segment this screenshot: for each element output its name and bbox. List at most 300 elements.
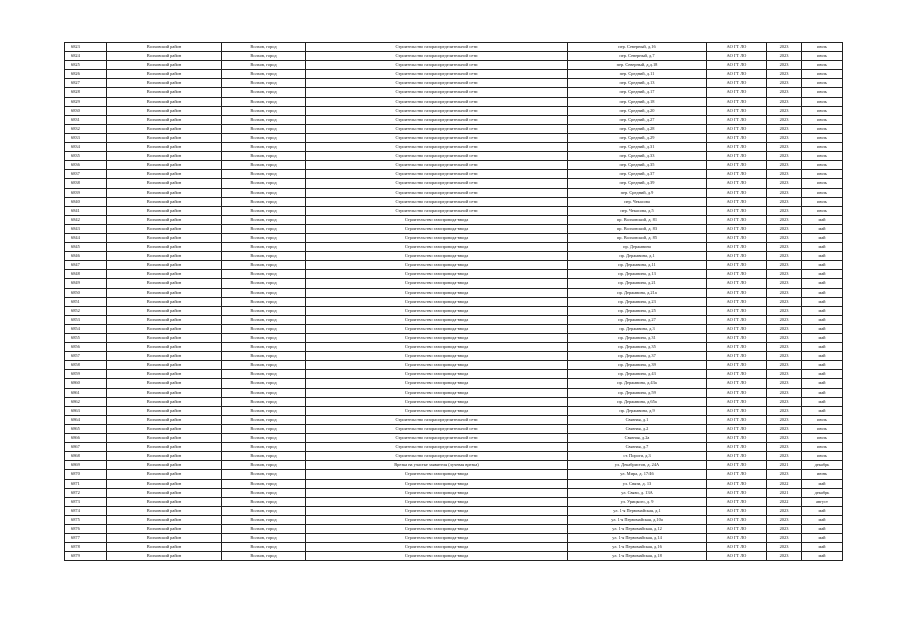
cell-work-type: Строительство газопровода-ввода <box>306 243 568 252</box>
cell-year: 2022 <box>767 479 802 488</box>
cell-work-type: Строительство газопровода-ввода <box>306 352 568 361</box>
cell-year: 2023 <box>767 70 802 79</box>
cell-address: пр. Державина, д.43 <box>568 370 707 379</box>
cell-row-number: 6878 <box>65 543 107 552</box>
cell-settlement: Волхов, город <box>222 270 306 279</box>
table-row <box>65 306 843 315</box>
cell-address: ул. Связи, д. 13А <box>568 488 707 497</box>
cell-year: 2023 <box>767 52 802 61</box>
cell-district: Волховский район <box>107 97 222 106</box>
table-row <box>65 161 843 170</box>
table-row <box>65 524 843 533</box>
cell-month: июль <box>802 97 843 106</box>
cell-district: Волховский район <box>107 388 222 397</box>
cell-organization: АО ГТ ЛО <box>707 452 767 461</box>
cell-district: Волховский район <box>107 188 222 197</box>
cell-district: Волховский район <box>107 515 222 524</box>
table-row <box>65 361 843 370</box>
cell-row-number: 6853 <box>65 315 107 324</box>
cell-address: пер. Средний, д.35 <box>568 161 707 170</box>
cell-month: май <box>802 379 843 388</box>
cell-year: 2023 <box>767 334 802 343</box>
cell-year: 2023 <box>767 224 802 233</box>
cell-organization: АО ГТ ЛО <box>707 352 767 361</box>
cell-year: 2023 <box>767 170 802 179</box>
cell-work-type: Строительство газораспределительной сети <box>306 88 568 97</box>
cell-work-type: Строительство газораспределительной сети <box>306 452 568 461</box>
cell-organization: АО ГТ ЛО <box>707 215 767 224</box>
table-row <box>65 415 843 424</box>
cell-address: пр. Державина, д.43а <box>568 379 707 388</box>
cell-organization: АО ГТ ЛО <box>707 379 767 388</box>
cell-settlement: Волхов, город <box>222 334 306 343</box>
cell-month: июль <box>802 133 843 142</box>
cell-year: 2023 <box>767 133 802 142</box>
cell-row-number: 6846 <box>65 252 107 261</box>
cell-address: пер. Чекасова <box>568 197 707 206</box>
cell-row-number: 6845 <box>65 243 107 252</box>
cell-month: июль <box>802 152 843 161</box>
cell-year: 2023 <box>767 352 802 361</box>
cell-district: Волховский район <box>107 306 222 315</box>
table-row <box>65 434 843 443</box>
cell-settlement: Волхов, город <box>222 379 306 388</box>
cell-year: 2023 <box>767 343 802 352</box>
cell-work-type: Строительство газопровода-ввода <box>306 506 568 515</box>
cell-district: Волховский район <box>107 361 222 370</box>
cell-address: пр. Державина, д.35 <box>568 343 707 352</box>
cell-year: 2023 <box>767 243 802 252</box>
cell-row-number: 6838 <box>65 179 107 188</box>
table-row <box>65 324 843 333</box>
cell-month: май <box>802 252 843 261</box>
cell-month: май <box>802 388 843 397</box>
cell-row-number: 6873 <box>65 497 107 506</box>
cell-work-type: Строительство газораспределительной сети <box>306 197 568 206</box>
cell-address: пер. Средний, д.20 <box>568 106 707 115</box>
cell-settlement: Волхов, город <box>222 461 306 470</box>
cell-row-number: 6850 <box>65 288 107 297</box>
cell-address: пр. Державина, д.13 <box>568 270 707 279</box>
cell-month: май <box>802 506 843 515</box>
cell-month: май <box>802 297 843 306</box>
table-row <box>65 215 843 224</box>
cell-settlement: Волхов, город <box>222 361 306 370</box>
cell-settlement: Волхов, город <box>222 170 306 179</box>
cell-work-type: Строительство газопровода-ввода <box>306 361 568 370</box>
cell-address: пер. Средний, д.17 <box>568 88 707 97</box>
cell-address: ул. Связи, д. 13 <box>568 479 707 488</box>
cell-work-type: Строительство газораспределительной сети <box>306 424 568 433</box>
cell-work-type: Строительство газопровода-ввода <box>306 524 568 533</box>
cell-organization: АО ГТ ЛО <box>707 434 767 443</box>
cell-settlement: Волхов, город <box>222 288 306 297</box>
table-row <box>65 470 843 479</box>
table-row <box>65 543 843 552</box>
cell-address: ул. 1-я Первомайская, д.1 <box>568 506 707 515</box>
cell-address: пр. Державина, д.1 <box>568 252 707 261</box>
cell-district: Волховский район <box>107 243 222 252</box>
cell-district: Волховский район <box>107 270 222 279</box>
cell-settlement: Волхов, город <box>222 479 306 488</box>
cell-row-number: 6876 <box>65 524 107 533</box>
cell-row-number: 6858 <box>65 361 107 370</box>
table-row <box>65 343 843 352</box>
cell-row-number: 6863 <box>65 406 107 415</box>
cell-year: 2023 <box>767 288 802 297</box>
table-row <box>65 243 843 252</box>
cell-district: Волховский район <box>107 488 222 497</box>
cell-district: Волховский район <box>107 397 222 406</box>
cell-district: Волховский район <box>107 424 222 433</box>
cell-work-type: Строительство газопровода-ввода <box>306 515 568 524</box>
cell-address: пер. Средний, д.13 <box>568 79 707 88</box>
cell-address: пер. Средний, д.37 <box>568 170 707 179</box>
cell-address: пр. Державина, д.23 <box>568 297 707 306</box>
table-row <box>65 288 843 297</box>
cell-district: Волховский район <box>107 461 222 470</box>
cell-address: пр. Державина, д.21а <box>568 288 707 297</box>
cell-district: Волховский район <box>107 124 222 133</box>
cell-year: 2023 <box>767 397 802 406</box>
cell-year: 2023 <box>767 61 802 70</box>
cell-work-type: Строительство газопровода-ввода <box>306 279 568 288</box>
cell-year: 2023 <box>767 543 802 552</box>
cell-work-type: Строительство газопровода-ввода <box>306 233 568 242</box>
cell-work-type: Строительство газопровода-ввода <box>306 252 568 261</box>
cell-year: 2023 <box>767 452 802 461</box>
cell-address: пр. Державина, д.21 <box>568 279 707 288</box>
cell-settlement: Волхов, город <box>222 179 306 188</box>
cell-row-number: 6856 <box>65 343 107 352</box>
cell-row-number: 6851 <box>65 297 107 306</box>
cell-row-number: 6837 <box>65 170 107 179</box>
cell-district: Волховский район <box>107 406 222 415</box>
table-row <box>65 124 843 133</box>
table-row <box>65 43 843 52</box>
table-row <box>65 270 843 279</box>
cell-year: 2023 <box>767 143 802 152</box>
cell-organization: АО ГТ ЛО <box>707 161 767 170</box>
cell-row-number: 6860 <box>65 379 107 388</box>
cell-row-number: 6874 <box>65 506 107 515</box>
cell-address: пр. Державина, д.31 <box>568 334 707 343</box>
cell-row-number: 6857 <box>65 352 107 361</box>
cell-month: май <box>802 479 843 488</box>
cell-district: Волховский район <box>107 370 222 379</box>
cell-month: май <box>802 224 843 233</box>
table-row <box>65 79 843 88</box>
cell-settlement: Волхов, город <box>222 161 306 170</box>
cell-work-type: Строительство газопровода-ввода <box>306 288 568 297</box>
cell-row-number: 6844 <box>65 233 107 242</box>
cell-address: ул. 1-я Первомайская, д.10а <box>568 515 707 524</box>
cell-settlement: Волхов, город <box>222 252 306 261</box>
cell-work-type: Строительство газопровода-ввода <box>306 534 568 543</box>
cell-settlement: Волхов, город <box>222 243 306 252</box>
table-row <box>65 97 843 106</box>
cell-district: Волховский район <box>107 443 222 452</box>
cell-settlement: Волхов, город <box>222 388 306 397</box>
cell-district: Волховский район <box>107 434 222 443</box>
cell-district: Волховский район <box>107 279 222 288</box>
cell-district: Волховский район <box>107 70 222 79</box>
cell-settlement: Волхов, город <box>222 297 306 306</box>
cell-row-number: 6828 <box>65 88 107 97</box>
cell-row-number: 6871 <box>65 479 107 488</box>
cell-row-number: 6825 <box>65 61 107 70</box>
cell-year: 2023 <box>767 79 802 88</box>
cell-address: пер. Чекасова, д.5 <box>568 206 707 215</box>
table-body <box>65 43 843 561</box>
cell-settlement: Волхов, город <box>222 70 306 79</box>
cell-month: декабрь <box>802 488 843 497</box>
cell-year: 2023 <box>767 415 802 424</box>
cell-work-type: Строительство газопровода-ввода <box>306 370 568 379</box>
cell-row-number: 6848 <box>65 270 107 279</box>
cell-work-type: Строительство газопровода-ввода <box>306 388 568 397</box>
cell-row-number: 6823 <box>65 43 107 52</box>
cell-organization: АО ГТ ЛО <box>707 415 767 424</box>
cell-settlement: Волхов, город <box>222 370 306 379</box>
cell-month: май <box>802 370 843 379</box>
cell-row-number: 6879 <box>65 552 107 561</box>
cell-year: 2023 <box>767 179 802 188</box>
table-row <box>65 534 843 543</box>
cell-settlement: Волхов, город <box>222 515 306 524</box>
cell-row-number: 6830 <box>65 106 107 115</box>
table-row <box>65 397 843 406</box>
cell-settlement: Волхов, город <box>222 124 306 133</box>
cell-work-type: Строительство газопровода-ввода <box>306 297 568 306</box>
cell-month: май <box>802 524 843 533</box>
cell-work-type: Строительство газопровода-ввода <box>306 543 568 552</box>
cell-month: июль <box>802 61 843 70</box>
cell-settlement: Волхов, город <box>222 315 306 324</box>
cell-work-type: Строительство газопровода-ввода <box>306 334 568 343</box>
cell-settlement: Волхов, город <box>222 233 306 242</box>
cell-settlement: Волхов, город <box>222 133 306 142</box>
cell-organization: АО ГТ ЛО <box>707 88 767 97</box>
cell-work-type: Строительство газопровода-ввода <box>306 488 568 497</box>
cell-organization: АО ГТ ЛО <box>707 534 767 543</box>
cell-work-type: Строительство газораспределительной сети <box>306 61 568 70</box>
cell-district: Волховский район <box>107 215 222 224</box>
cell-settlement: Волхов, город <box>222 224 306 233</box>
cell-organization: АО ГТ ЛО <box>707 306 767 315</box>
cell-month: июль <box>802 88 843 97</box>
cell-address: пер. Северный, д.7 <box>568 52 707 61</box>
cell-work-type: Строительство газораспределительной сети <box>306 115 568 124</box>
cell-district: Волховский район <box>107 61 222 70</box>
cell-address: пр. Державина, д.37 <box>568 352 707 361</box>
cell-year: 2023 <box>767 443 802 452</box>
cell-district: Волховский район <box>107 179 222 188</box>
table-row <box>65 233 843 242</box>
cell-work-type: Строительство газораспределительной сети <box>306 206 568 215</box>
cell-district: Волховский район <box>107 152 222 161</box>
cell-month: май <box>802 315 843 324</box>
cell-row-number: 6839 <box>65 188 107 197</box>
cell-month: июль <box>802 79 843 88</box>
cell-organization: АО ГТ ЛО <box>707 206 767 215</box>
cell-district: Волховский район <box>107 470 222 479</box>
cell-organization: АО ГТ ЛО <box>707 334 767 343</box>
cell-work-type: Строительство газопровода-ввода <box>306 406 568 415</box>
cell-address: пер. Средний, д.11 <box>568 70 707 79</box>
cell-organization: АО ГТ ЛО <box>707 461 767 470</box>
cell-district: Волховский район <box>107 115 222 124</box>
cell-row-number: 6833 <box>65 133 107 142</box>
cell-year: 2023 <box>767 279 802 288</box>
cell-address: пр. Державина, д.65а <box>568 397 707 406</box>
cell-organization: АО ГТ ЛО <box>707 488 767 497</box>
cell-district: Волховский район <box>107 161 222 170</box>
cell-year: 2021 <box>767 488 802 497</box>
cell-settlement: Волхов, город <box>222 534 306 543</box>
cell-work-type: Строительство газораспределительной сети <box>306 152 568 161</box>
cell-row-number: 6862 <box>65 397 107 406</box>
table-row <box>65 406 843 415</box>
cell-year: 2023 <box>767 161 802 170</box>
cell-district: Волховский район <box>107 170 222 179</box>
cell-row-number: 6877 <box>65 534 107 543</box>
cell-district: Волховский район <box>107 297 222 306</box>
table-row <box>65 297 843 306</box>
cell-organization: АО ГТ ЛО <box>707 506 767 515</box>
table-row <box>65 206 843 215</box>
cell-work-type: Строительство газопровода-ввода <box>306 324 568 333</box>
cell-settlement: Волхов, город <box>222 215 306 224</box>
cell-year: 2023 <box>767 524 802 533</box>
cell-month: июль <box>802 161 843 170</box>
cell-district: Волховский район <box>107 233 222 242</box>
cell-work-type: Строительство газопровода-ввода <box>306 224 568 233</box>
table-row <box>65 488 843 497</box>
table-row <box>65 152 843 161</box>
cell-year: 2023 <box>767 197 802 206</box>
cell-settlement: Волхов, город <box>222 397 306 406</box>
cell-month: июль <box>802 415 843 424</box>
cell-district: Волховский район <box>107 379 222 388</box>
cell-year: 2023 <box>767 424 802 433</box>
cell-address: пер. Средний, д.18 <box>568 97 707 106</box>
cell-organization: АО ГТ ЛО <box>707 370 767 379</box>
cell-district: Волховский район <box>107 497 222 506</box>
cell-month: май <box>802 233 843 242</box>
cell-row-number: 6864 <box>65 415 107 424</box>
cell-district: Волховский район <box>107 224 222 233</box>
cell-organization: АО ГТ ЛО <box>707 388 767 397</box>
cell-year: 2023 <box>767 252 802 261</box>
cell-district: Волховский район <box>107 43 222 52</box>
cell-month: май <box>802 215 843 224</box>
cell-month: май <box>802 552 843 561</box>
cell-row-number: 6865 <box>65 424 107 433</box>
cell-district: Волховский район <box>107 252 222 261</box>
cell-settlement: Волхов, город <box>222 43 306 52</box>
cell-month: май <box>802 288 843 297</box>
cell-address: Связная, д.2а <box>568 434 707 443</box>
cell-settlement: Волхов, город <box>222 343 306 352</box>
cell-work-type: Строительство газораспределительной сети <box>306 43 568 52</box>
cell-work-type: Врезка на участке заявителя (лучевая врезка) <box>306 461 568 470</box>
cell-organization: АО ГТ ЛО <box>707 43 767 52</box>
cell-settlement: Волхов, город <box>222 543 306 552</box>
cell-work-type: Строительство газораспределительной сети <box>306 161 568 170</box>
cell-district: Волховский район <box>107 106 222 115</box>
table-row <box>65 443 843 452</box>
cell-settlement: Волхов, город <box>222 452 306 461</box>
cell-settlement: Волхов, город <box>222 434 306 443</box>
cell-year: 2023 <box>767 434 802 443</box>
cell-settlement: Волхов, город <box>222 506 306 515</box>
cell-month: май <box>802 352 843 361</box>
cell-address: ул. 1-я Первомайская, д.12 <box>568 524 707 533</box>
cell-month: декабрь <box>802 461 843 470</box>
cell-year: 2023 <box>767 115 802 124</box>
table-row <box>65 224 843 233</box>
cell-work-type: Строительство газораспределительной сети <box>306 179 568 188</box>
table-row <box>65 133 843 142</box>
cell-work-type: Строительство газораспределительной сети <box>306 97 568 106</box>
cell-year: 2023 <box>767 361 802 370</box>
cell-year: 2023 <box>767 515 802 524</box>
cell-district: Волховский район <box>107 52 222 61</box>
cell-settlement: Волхов, город <box>222 143 306 152</box>
cell-month: июль <box>802 434 843 443</box>
cell-district: Волховский район <box>107 288 222 297</box>
cell-year: 2023 <box>767 534 802 543</box>
cell-address: пер. Средний, д.31 <box>568 143 707 152</box>
cell-settlement: Волхов, город <box>222 188 306 197</box>
table-row <box>65 497 843 506</box>
cell-organization: АО ГТ ЛО <box>707 61 767 70</box>
cell-district: Волховский район <box>107 143 222 152</box>
cell-address: пр. Державина, д.25 <box>568 306 707 315</box>
cell-organization: АО ГТ ЛО <box>707 288 767 297</box>
cell-work-type: Строительство газораспределительной сети <box>306 434 568 443</box>
cell-row-number: 6866 <box>65 434 107 443</box>
cell-settlement: Волхов, город <box>222 406 306 415</box>
cell-month: июль <box>802 452 843 461</box>
cell-district: Волховский район <box>107 334 222 343</box>
cell-address: пер. Средний, д.29 <box>568 133 707 142</box>
cell-address: ул. 1-я Первомайская, д.16 <box>568 543 707 552</box>
cell-address: пр. Волховский, д. 83 <box>568 224 707 233</box>
cell-month: май <box>802 543 843 552</box>
cell-organization: АО ГТ ЛО <box>707 397 767 406</box>
cell-row-number: 6835 <box>65 152 107 161</box>
cell-address: пр. Державина, д.39 <box>568 361 707 370</box>
cell-district: Волховский район <box>107 552 222 561</box>
table-row <box>65 370 843 379</box>
cell-month: май <box>802 279 843 288</box>
cell-settlement: Волхов, город <box>222 497 306 506</box>
table-row <box>65 515 843 524</box>
cell-work-type: Строительство газораспределительной сети <box>306 124 568 133</box>
table-row <box>65 88 843 97</box>
cell-year: 2023 <box>767 188 802 197</box>
cell-organization: АО ГТ ЛО <box>707 497 767 506</box>
cell-month: август <box>802 497 843 506</box>
cell-district: Волховский район <box>107 479 222 488</box>
cell-work-type: Строительство газораспределительной сети <box>306 415 568 424</box>
table-row <box>65 479 843 488</box>
cell-row-number: 6869 <box>65 461 107 470</box>
cell-month: июль <box>802 52 843 61</box>
cell-address: пр. Державина, д.59 <box>568 388 707 397</box>
